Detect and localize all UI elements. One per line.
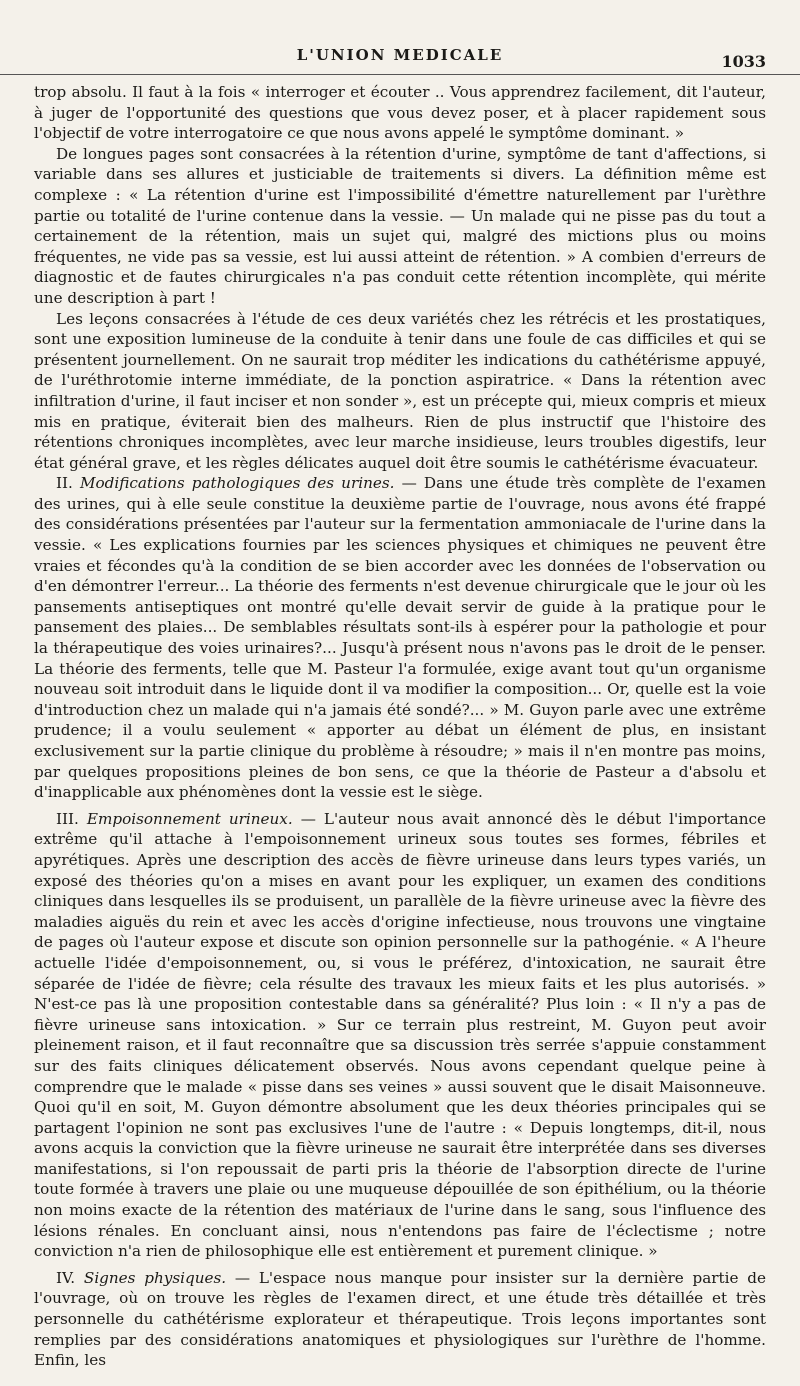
section-ii: [34, 473, 766, 803]
paragraph-text: De longues pages sont consacrées à la rétention d'urine, symptôme de tant d'affections, si variable dans ses allures et justiciable de traitements si divers. La définition même est complexe : « La rétention d'urine est l'impossibilité d'émettre naturellement par l'urèthre partie ou totalité de l'urine contenue dans la vessie. — Un malade qui ne pisse pas du tout a certainement de la rétention, mais un sujet qui, malgré des mictions plus ou moins fréquentes, ne vide pas sa vessie, est lui aussi atteint de rétention. » A combien d'erreurs de diagnostic et de fautes chirurgicales n'a pas conduit cette rétention incomplète, qui mérite une description à part !: [34, 144, 766, 307]
section-number: IV.: [56, 1268, 76, 1287]
paragraph-text: — L'espace nous manque pour insister sur la dernière partie de l'ouvrage, où on trouve les règles de l'examen direct, et une étude très détaillée et très personnelle du cathétérisme explorateur et thérapeutique. Trois leçons importantes sont remplies par des considérations anatomiques et physiologiques sur l'urèthre de l'homme. Enfin, les: [34, 1268, 766, 1370]
section-title: Signes physiques.: [83, 1268, 227, 1287]
section-number: III.: [56, 809, 79, 828]
section-iii: [34, 809, 766, 1262]
header-rule: [0, 74, 800, 75]
running-head: [34, 46, 766, 72]
paragraph-text: Les leçons consacrées à l'étude de ces deux variétés chez les rétrécis et les prostatiques, sont une exposition lumineuse de la conduite à tenir dans une foule de cas difficiles et qui se présentent journellement. On ne saurait trop méditer les indications du cathétérisme appuyé, de l'uréthrotomie interne immédiate, de la ponction aspiratrice. « Dans la rétention avec infiltration d'urine, il faut inciser et non sonder », est un précepte qui, mieux compris et mieux mis en pratique, éviterait bien des malheurs. Rien de plus instructif que l'histoire des rétentions chroniques incomplètes, avec leur marche insidieuse, leurs troubles digestifs, leur état général grave, et les règles délicates auquel doit être soumis le cathétérisme évacuateur.: [34, 309, 766, 472]
paragraph: [34, 82, 766, 144]
article-body: [34, 82, 766, 1371]
paragraph-text: trop absolu. Il faut à la fois « interroger et écouter .. Vous apprendrez facilement, dit l'auteur, à juger de l'opportunité des questions que vous devez poser, et à placer rapidement sous l'objectif de votre interrogatoire ce que nous avons appelé le symptôme dominant. »: [34, 83, 766, 143]
page-number: 1033: [721, 52, 766, 71]
section-title: Modifications pathologiques des urines.: [79, 474, 395, 493]
paragraph-text: — L'auteur nous avait annoncé dès le début l'importance extrême qu'il attache à l'empoisonnement urineux sous toutes ses formes, fébriles et apyrétiques. Après une description des accès de fièvre urineuse dans leurs types variés, un exposé des théories qu'on a mises en avant pour les expliquer, un examen des conditions cliniques dans lesquelles ils se produisent, un parallèle de la fièvre urineuse avec la fièvre des maladies aiguës du rein et avec les accès d'origine infectieuse, nous trouvons une vingtaine de pages où l'auteur expose et discute son opinion personnelle sur la pathogénie. « A l'heure actuelle l'idée d'empoisonnement, ou, si vous le préférez, d'intoxication, ne saurait être séparée de l'idée de fièvre; cela résulte des travaux les mieux faits et les plus autorisés. » N'est-ce pas là une proposition contestable dans sa généralité? Plus loin : « Il n'y a pas de fièvre urineuse sans intoxication. » Sur ce terrain plus restreint, M. Guyon peut avoir pleinement raison, et il faut reconnaître que sa discussion très serrée s'appuie constamment sur des faits cliniques délicatement observés. Nous avons cependant quelque peine à comprendre que le malade « pisse dans ses veines » aussi souvent que le disait Maisonneuve. Quoi qu'il en soit, M. Guyon démontre absolument que les deux théories principales qui se partagent l'opinion ne sont pas exclusives l'une de l'autre : « Depuis longtemps, dit-il, nous avons acquis la conviction que la fièvre urineuse ne saurait être interprétée dans ses diverses manifestations, si l'on repoussait de parti pris la théorie de l'absorption directe de l'urine toute formée à travers une plaie ou une muqueuse dépouillée de son épithélium, ou la théorie non moins exacte de la rétention des matériaux de l'urine dans le sang, sous l'influence des lésions rénales. En concluant ainsi, nous n'entendons pas faire de l'éclectisme ; notre conviction n'a rien de philosophique elle est entièrement et purement clinique. »: [34, 809, 766, 1261]
journal-title: L'UNION MEDICALE: [296, 46, 504, 64]
paragraph: [34, 144, 766, 309]
paragraph: [34, 309, 766, 474]
section-iv: [34, 1268, 766, 1371]
section-title: Empoisonnement urineux.: [86, 809, 293, 828]
section-number: II.: [56, 474, 73, 493]
paragraph-text: — Dans une étude très complète de l'examen des urines, qui à elle seule constitue la deuxième partie de l'ouvrage, nous avons été frappé des considérations présentées par l'auteur sur la fermentation ammoniacale de l'urine dans la vessie. « Les explications fournies par les sciences physiques et chimiques ne peuvent être vraies et fécondes qu'à la condition de se bien accorder avec les données de l'observation ou d'en démontrer l'erreur... La théorie des ferments n'est devenue chirurgicale que le jour où les pansements antiseptiques ont montré qu'elle devait servir de guide à la pratique pour le pansement des plaies... De semblables résultats sont-ils à espérer pour la pathologie et pour la thérapeutique des voies urinaires?... Jusqu'à présent nous n'avons pas le droit de le penser. La théorie des ferments, telle que M. Pasteur l'a formulée, exige avant tout qu'un organisme nouveau soit introduit dans le liquide dont il va modifier la composition... Or, quelle est la voie d'introduction chez un malade qui n'a jamais été sondé?... » M. Guyon parle avec une extrême prudence; il a voulu seulement « apporter au débat un élément de plus, en insistant exclusivement sur la partie clinique du problème à résoudre; » mais il n'en montre pas moins, par quelques propositions pleines de bon sens, ce que la théorie de Pasteur a d'absolu et d'inapplicable aux phénomènes dont la vessie est le siège.: [34, 474, 767, 802]
